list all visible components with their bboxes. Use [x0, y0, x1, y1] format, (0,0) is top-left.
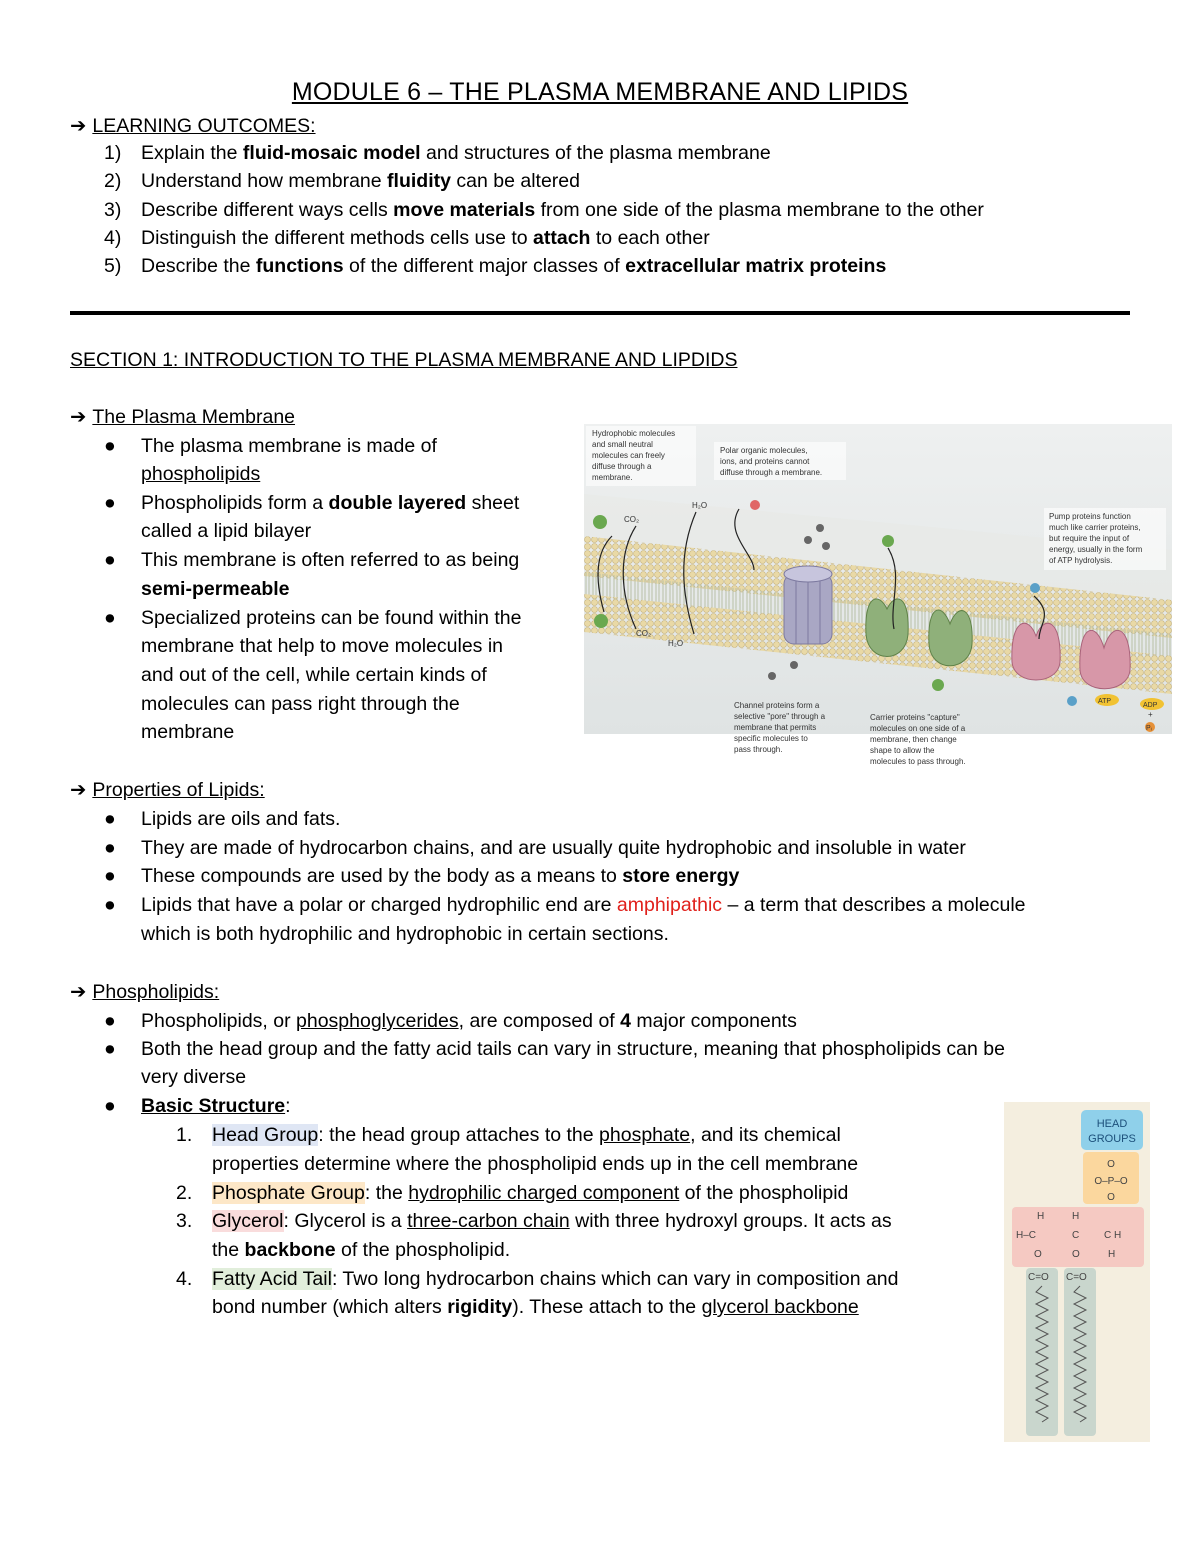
h2o-label: H₂O — [692, 501, 708, 510]
text: Lipids that have a polar or charged hydrophilic end are — [141, 894, 617, 916]
structure-number: 1. — [176, 1124, 193, 1146]
pump-label-0: Pump proteins function — [1049, 512, 1131, 521]
plus-label: + — [1148, 710, 1153, 719]
ion-molecule — [804, 536, 812, 544]
structure-number: 3. — [176, 1210, 193, 1232]
phospho-bullet-2-cont: very diverse — [141, 1066, 247, 1088]
outcome-item-5 — [104, 252, 886, 280]
carrier-label-1: molecules on one side of a — [870, 724, 966, 733]
carrier-molecule — [932, 679, 944, 691]
hydrophobic-label-4: membrane. — [592, 473, 633, 482]
structure-number: 4. — [176, 1268, 193, 1290]
outcome-item-4 — [104, 224, 710, 252]
pump-label-4: of ATP hydrolysis. — [1049, 556, 1113, 565]
text: : — [285, 1095, 291, 1117]
ion-molecule — [816, 524, 824, 532]
oxygen: O — [1072, 1249, 1080, 1260]
text: the — [212, 1239, 245, 1261]
arrow-right-icon: ➔ — [70, 779, 87, 801]
pump-label-1: much like carrier proteins, — [1049, 523, 1141, 532]
bullet-icon: ● — [104, 808, 116, 830]
underlined-text: three-carbon chain — [407, 1210, 570, 1232]
text: major components — [631, 1010, 797, 1032]
phospholipid-structure-figure — [1004, 1102, 1150, 1442]
glycerol-term: Glycerol — [212, 1210, 284, 1232]
plasma-bullet-2-cont: called a lipid bilayer — [141, 520, 312, 542]
bullet-icon: ● — [104, 435, 116, 457]
underlined-text: glycerol backbone — [701, 1296, 859, 1318]
text: Phospholipids form a — [141, 492, 329, 514]
bullet-icon: ● — [104, 894, 116, 916]
opo-label: O–P–O — [1094, 1176, 1128, 1187]
lipids-bullet-3 — [141, 862, 739, 890]
ion-molecule — [750, 500, 760, 510]
bullet-icon: ● — [104, 607, 116, 629]
structure-item-1-cont: properties determine where the phospholipid ends up in the cell membrane — [212, 1153, 859, 1175]
text: : the head group attaches to the — [318, 1124, 600, 1146]
divider-rule — [70, 311, 1130, 315]
pump-label-3: energy, usually in the form — [1049, 545, 1143, 554]
fatty-acid-tail-1 — [1026, 1268, 1058, 1436]
polar-label-0: Polar organic molecules, — [720, 446, 808, 455]
plasma-bullet-4-cont: membrane — [141, 721, 235, 743]
oxygen-bottom: O — [1107, 1192, 1115, 1203]
atp-label: ATP — [1098, 698, 1112, 705]
lipids-heading — [70, 776, 265, 804]
outcomes-heading — [70, 112, 316, 140]
channel-label-1: selective "pore" through a — [734, 712, 826, 721]
pi-label: Pᵢ — [1146, 725, 1152, 732]
bold-text: rigidity — [447, 1296, 513, 1318]
text: ). These attach to the — [512, 1296, 702, 1318]
text: Phospholipids, or — [141, 1010, 297, 1032]
text: : the — [364, 1182, 409, 1204]
arrow-right-icon: ➔ — [70, 115, 87, 137]
phosphate-group-term: Phosphate Group — [212, 1182, 365, 1204]
plasma-bullet-3-cont — [141, 575, 290, 603]
hydrophobic-label-2: molecules can freely — [592, 451, 665, 460]
ion-molecule — [768, 672, 776, 680]
bold-text: 4 — [620, 1010, 631, 1032]
co2-molecule — [593, 515, 607, 529]
outcome-text: can be altered — [450, 170, 580, 192]
head-group-term: Head Group — [212, 1124, 319, 1146]
text: : Glycerol is a — [283, 1210, 408, 1232]
hc-label: H–C — [1016, 1230, 1037, 1241]
bullet-icon: ● — [104, 1095, 116, 1117]
outcome-number: 3) — [104, 199, 122, 221]
plasma-bullet-3: This membrane is often referred to as being — [141, 549, 520, 571]
arrow-right-icon: ➔ — [70, 406, 87, 428]
text: of the phospholipid — [679, 1182, 849, 1204]
hydrophobic-label-3: diffuse through a — [592, 462, 652, 471]
co2-label: CO₂ — [624, 515, 640, 524]
text: sheet — [466, 492, 520, 514]
outcome-text: Describe different ways cells — [141, 199, 394, 221]
outcome-text: to each other — [590, 227, 710, 249]
hydrophobic-label-1: and small neutral — [592, 440, 653, 449]
carrier-label-3: shape to allow the — [870, 746, 935, 755]
pump-label-2: but require the input of — [1049, 534, 1130, 543]
hydrophobic-label-0: Hydrophobic molecules — [592, 429, 676, 438]
channel-label-3: specific molecules to — [734, 734, 808, 743]
outcome-bold: fluidity — [387, 170, 451, 192]
outcome-number: 2) — [104, 170, 122, 192]
lipids-bullet-1: Lipids are oils and fats. — [141, 808, 341, 830]
fatty-acid-term: Fatty Acid Tail — [212, 1268, 332, 1290]
phospho-bullet-1 — [141, 1007, 797, 1035]
ion-molecule — [790, 661, 798, 669]
page-title: MODULE 6 – THE PLASMA MEMBRANE AND LIPIDS — [291, 78, 909, 106]
phospholipids-heading — [70, 978, 219, 1006]
amphipathic-term: amphipathic — [616, 894, 723, 916]
h-atom: H — [1108, 1249, 1116, 1260]
polar-label-1: ions, and proteins cannot — [720, 457, 810, 466]
lipids-heading-text: Properties of Lipids: — [92, 779, 265, 801]
structure-number: 2. — [176, 1182, 193, 1204]
h2o-bottom-label: H₂O — [668, 639, 684, 648]
text: : Two long hydrocarbon chains which can vary in composition and — [331, 1268, 899, 1290]
outcome-bold: functions — [255, 255, 344, 277]
lipids-bullet-2: They are made of hydrocarbon chains, and are usually quite hydrophobic and insoluble in water — [141, 837, 966, 859]
c-atom: C — [1072, 1230, 1080, 1241]
underlined-text: phosphate — [599, 1124, 691, 1146]
text: with three hydroxyl groups. It acts as — [569, 1210, 892, 1232]
carrier-label-0: Carrier proteins "capture" — [870, 713, 960, 722]
channel-label-2: membrane that permits — [734, 723, 817, 732]
outcome-text: from one side of the plasma membrane to the other — [535, 199, 984, 221]
plasma-bullet-4: Specialized proteins can be found within the — [141, 607, 522, 629]
section-heading: SECTION 1: INTRODUCTION TO THE PLASMA MEMBRANE AND LIPDIDS — [70, 349, 738, 371]
bullet-icon: ● — [104, 837, 116, 859]
text: These compounds are used by the body as a means to — [141, 865, 623, 887]
plasma-bullet-1-cont: phospholipids — [141, 463, 261, 485]
h-atom: H — [1072, 1211, 1080, 1222]
text: , and its chemical — [690, 1124, 841, 1146]
ch-label: C H — [1104, 1230, 1122, 1241]
pump-molecule — [1030, 583, 1040, 593]
carbonyl-label: C=O — [1028, 1272, 1049, 1283]
bold-text: double layered — [328, 492, 467, 514]
lipids-bullet-4 — [141, 891, 1026, 919]
oxygen: O — [1034, 1249, 1042, 1260]
co2-bottom-label: CO₂ — [636, 629, 652, 638]
h-atom: H — [1037, 1211, 1045, 1222]
outcome-number: 5) — [104, 255, 122, 277]
plasma-bullet-4-cont: and out of the cell, while certain kinds of — [141, 664, 487, 686]
structure-item-4 — [212, 1265, 899, 1293]
outcome-bold: move materials — [393, 199, 536, 221]
structure-item-3 — [212, 1207, 892, 1235]
plasma-heading-text: The Plasma Membrane — [92, 406, 296, 428]
membrane-transport-figure — [584, 424, 1172, 770]
phospho-bullet-2: Both the head group and the fatty acid tails can vary in structure, meaning that phospholipids can be — [141, 1038, 1005, 1060]
head-label: HEAD — [1096, 1118, 1128, 1130]
outcome-item-3 — [104, 196, 984, 224]
bold-text: semi-permeable — [141, 578, 290, 600]
ion-molecule — [822, 542, 830, 550]
bold-text: store energy — [622, 865, 740, 887]
underlined-text: phosphoglycerides — [296, 1010, 459, 1032]
outcome-number: 4) — [104, 227, 122, 249]
bullet-icon: ● — [104, 1038, 116, 1060]
text: , are composed of — [458, 1010, 621, 1032]
bullet-icon: ● — [104, 492, 116, 514]
text: – a term that describes a molecule — [722, 894, 1026, 916]
outcome-text: Describe the — [141, 255, 256, 277]
bullet-icon: ● — [104, 1010, 116, 1032]
phospholipids-heading-text: Phospholipids: — [92, 981, 220, 1003]
structure-item-4-cont — [212, 1293, 859, 1321]
bold-text: backbone — [244, 1239, 336, 1261]
channel-label-4: pass through. — [734, 745, 783, 754]
structure-item-3-cont — [212, 1236, 510, 1264]
text: bond number (which alters — [212, 1296, 448, 1318]
carrier-label-4: molecules to pass through. — [870, 757, 966, 766]
plasma-bullet-4-cont: molecules can pass right through the — [141, 693, 460, 715]
co2-molecule — [594, 614, 608, 628]
outcome-text: Distinguish the different methods cells use to — [141, 227, 534, 249]
groups-label: GROUPS — [1088, 1133, 1136, 1145]
polar-label-2: diffuse through a membrane. — [720, 468, 823, 477]
outcome-item-1 — [104, 139, 771, 167]
outcome-item-2 — [104, 167, 580, 195]
fatty-acid-tail-2 — [1064, 1268, 1096, 1436]
channel-label-0: Channel proteins form a — [734, 701, 820, 710]
carrier-label-2: membrane, then change — [870, 735, 957, 744]
outcome-text: Understand how membrane — [141, 170, 388, 192]
carrier-molecule — [882, 535, 894, 547]
channel-protein — [784, 566, 832, 644]
structure-item-2 — [212, 1179, 848, 1207]
plasma-bullet-2 — [141, 489, 519, 517]
underlined-text: hydrophilic charged component — [408, 1182, 680, 1204]
outcome-bold: extracellular matrix proteins — [625, 255, 887, 277]
plasma-bullet-1: The plasma membrane is made of — [141, 435, 437, 457]
outcome-number: 1) — [104, 142, 122, 164]
carbonyl-label: C=O — [1066, 1272, 1087, 1283]
outcome-text: of the different major classes of — [343, 255, 626, 277]
adp-label: ADP — [1143, 702, 1158, 709]
outcome-text: Explain the — [141, 142, 243, 164]
outcome-text: and structures of the plasma membrane — [420, 142, 771, 164]
structure-item-1 — [212, 1121, 841, 1149]
plasma-bullet-4-cont: membrane that help to move molecules in — [141, 635, 504, 657]
bullet-icon: ● — [104, 549, 116, 571]
plasma-membrane-heading — [70, 403, 295, 431]
basic-structure-label: Basic Structure — [141, 1095, 286, 1117]
lipids-bullet-4-cont: which is both hydrophilic and hydrophobic in certain sections. — [141, 923, 669, 945]
outcome-bold: attach — [533, 227, 591, 249]
pump-molecule — [1067, 696, 1077, 706]
outcome-bold: fluid-mosaic model — [242, 142, 421, 164]
bullet-icon: ● — [104, 865, 116, 887]
oxygen-top: O — [1107, 1159, 1115, 1170]
text: of the phospholipid. — [335, 1239, 511, 1261]
outcomes-heading-text: LEARNING OUTCOMES: — [92, 115, 316, 137]
arrow-right-icon: ➔ — [70, 981, 87, 1003]
phospho-bullet-3 — [141, 1092, 291, 1120]
